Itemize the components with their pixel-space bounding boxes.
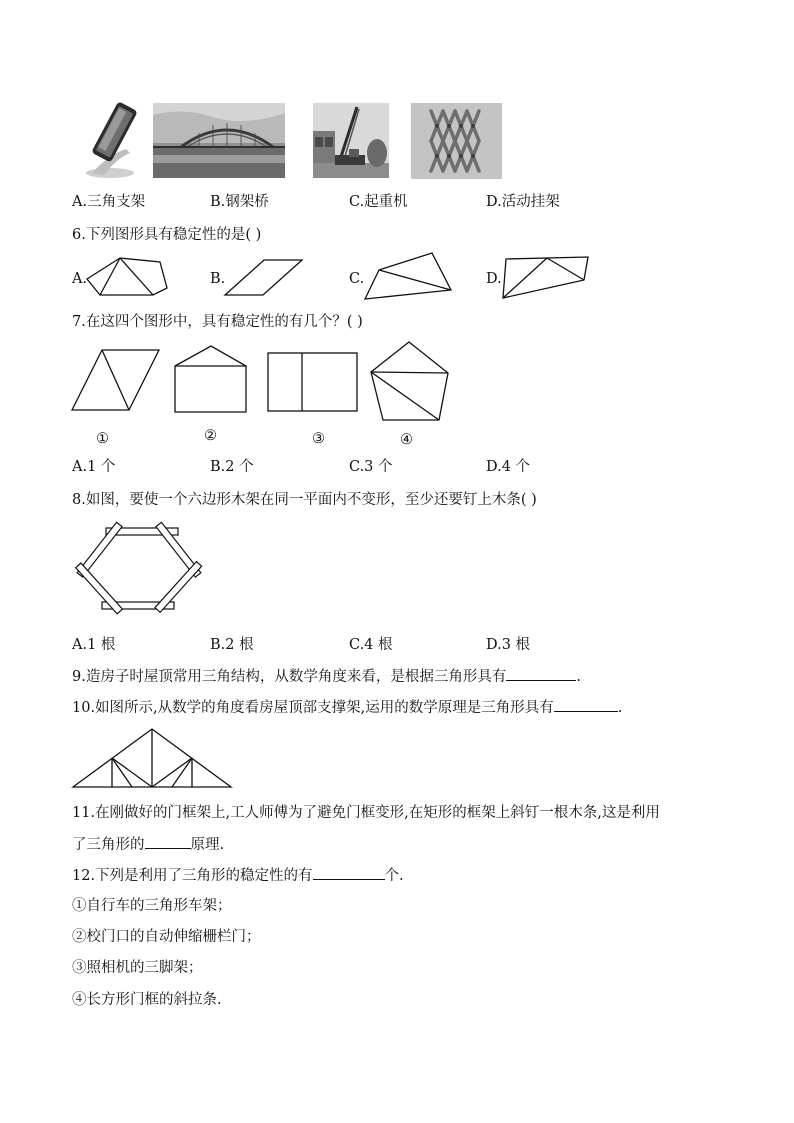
q7-option-d[interactable]: D.4 个 (486, 459, 531, 475)
q6-stem: 6.下列图形具有稳定性的是( ) (72, 227, 262, 243)
arch-bridge-photo (153, 103, 285, 178)
q7-figure-2 (173, 344, 248, 415)
q7-figure-label-3: ③ (312, 431, 325, 447)
q7-figure-label-1: ① (96, 431, 109, 447)
q7-option-a[interactable]: A.1 个 (72, 459, 116, 475)
phone-stand-photo (82, 99, 138, 181)
q6-figure-d (500, 254, 592, 300)
q7-figure-label-2: ② (204, 428, 217, 444)
q7-figure-label-4: ④ (400, 432, 413, 448)
q8-option-a[interactable]: A.1 根 (72, 637, 116, 653)
q6-option-d[interactable]: D. (486, 271, 502, 287)
q12-item-2: ②校门口的自动伸缩栅栏门； (72, 929, 261, 945)
q12-stem: 12.下列是利用了三角形的稳定性的有 个. (72, 865, 404, 886)
q12-item-4: ④长方形门框的斜拉条. (72, 992, 222, 1008)
q7-option-c[interactable]: C.3 个 (349, 459, 393, 475)
crane-photo (313, 103, 389, 178)
q7-option-b[interactable]: B.2 个 (210, 459, 254, 475)
q5-option-c[interactable]: C.起重机 (349, 194, 408, 210)
q10-stem: 10.如图所示,从数学的角度看房屋顶部支撑架,运用的数学原理是三角形具有 . (72, 697, 622, 718)
q8-option-b[interactable]: B.2 根 (210, 637, 254, 653)
q5-option-a[interactable]: A.三角支架 (72, 194, 146, 210)
q12-item-1: ①自行车的三角形车架； (72, 898, 232, 914)
q7-figure-3 (266, 351, 360, 414)
q10-answer-blank[interactable] (554, 697, 618, 712)
q5-option-d[interactable]: D.活动挂架 (486, 194, 560, 210)
q7-figure-4 (369, 340, 451, 424)
q11-stem-line1: 11.在刚做好的门框架上,工人师傅为了避免门框变形,在矩形的框架上斜钉一根木条,这是利用 (72, 805, 660, 821)
q6-option-c[interactable]: C. (349, 271, 365, 287)
q12-item-3: ③照相机的三脚架； (72, 960, 203, 976)
q6-option-b[interactable]: B. (210, 271, 226, 287)
q6-option-a[interactable]: A. (72, 271, 88, 287)
q12-answer-blank[interactable] (313, 865, 385, 880)
q5-option-b[interactable]: B.钢架桥 (210, 194, 269, 210)
q8-hexagon-frame (74, 522, 204, 620)
q7-stem: 7.在这四个图形中，具有稳定性的有几个？( ) (72, 314, 363, 330)
q10-roof-truss (70, 725, 234, 791)
q7-figure-1 (70, 347, 162, 413)
q11-answer-blank[interactable] (145, 834, 191, 849)
q6-figure-b (222, 257, 306, 299)
q8-option-d[interactable]: D.3 根 (486, 637, 531, 653)
q11-stem-line2: 了三角形的 原理. (72, 834, 224, 855)
q8-option-c[interactable]: C.4 根 (349, 637, 393, 653)
q9-answer-blank[interactable] (506, 666, 576, 681)
q6-figure-c (362, 250, 456, 302)
q8-stem: 8.如图，要使一个六边形木架在同一平面内不变形，至少还要钉上木条( ) (72, 492, 537, 508)
q6-figure-a (80, 252, 170, 300)
folding-rack-photo (411, 103, 502, 179)
q9-stem: 9.造房子时屋顶常用三角结构，从数学角度来看，是根据三角形具有 . (72, 666, 581, 687)
